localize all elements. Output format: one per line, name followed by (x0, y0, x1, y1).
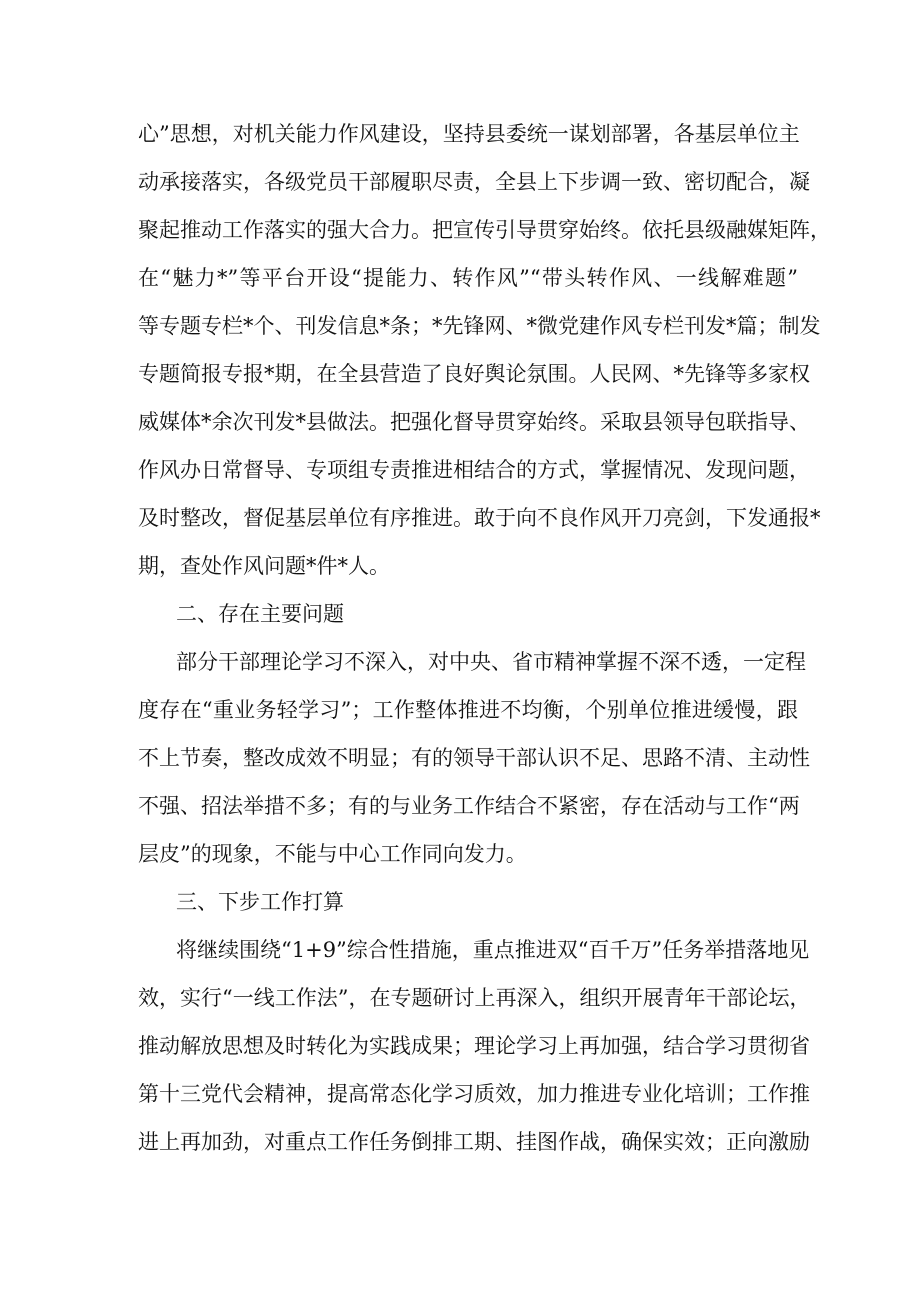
paragraph-line: 层皮”的现象，不能与中心工作同向发力。 (138, 842, 527, 866)
paragraph-line: 度存在“重业务轻学习”；工作整体推进不均衡，个别单位推进缓慢，跟 (138, 698, 798, 722)
paragraph-line: 效，实行“一线工作法”，在专题研讨上再深入，组织开展青年干部论坛， (138, 986, 811, 1010)
paragraph-line: 第十三党代会精神，提高常态化学习质效，加力推进专业化培训；工作推 (138, 1082, 810, 1106)
paragraph-line: 进上再加劲，对重点工作任务倒排工期、挂图作战，确保实效；正向激励 (138, 1130, 810, 1154)
paragraph-line: 聚起推动工作落实的强大合力。把宣传引导贯穿始终。依托县级融媒矩阵， (138, 218, 831, 242)
paragraph-line: 动承接落实，各级党员干部履职尽责，全县上下步调一致、密切配合，凝 (138, 170, 810, 194)
paragraph-line: 不上节奏，整改成效不明显；有的领导干部认识不足、思路不清、主动性 (138, 746, 810, 770)
paragraph-line: 作风办日常督导、专项组专责推进相结合的方式，掌握情况、发现问题， (138, 458, 810, 482)
paragraph-line: 威媒体*余次刊发*县做法。把强化督导贯穿始终。采取县领导包联指导、 (138, 410, 810, 434)
paragraph-line: 心”思想，对机关能力作风建设，坚持县委统一谋划部署，各基层单位主 (138, 122, 800, 146)
paragraph-line: 专题简报专报*期，在全县营造了良好舆论氛围。人民网、*先锋等多家权 (138, 362, 810, 386)
paragraph-line: 将继续围绕“1+9”综合性措施，重点推进双“百千万”任务举措落地见 (176, 938, 810, 962)
paragraph-line: 期，查处作风问题*件*人。 (138, 554, 390, 578)
paragraph-line: 在“魅力*”等平台开设“提能力、转作风”“带头转作风、一线解难题” (138, 266, 798, 290)
paragraph-line: 部分干部理论学习不深入，对中央、省市精神掌握不深不透，一定程 (176, 650, 806, 674)
section-heading-next-steps: 三、下步工作打算 (176, 890, 344, 914)
paragraph-line: 不强、招法举措不多；有的与业务工作结合不紧密，存在活动与工作“两 (138, 794, 800, 818)
paragraph-line: 推动解放思想及时转化为实践成果；理论学习上再加强，结合学习贯彻省 (138, 1034, 810, 1058)
section-heading-problems: 二、存在主要问题 (176, 602, 344, 626)
paragraph-line: 等专题专栏*个、刊发信息*条；*先锋网、*微党建作风专栏刊发*篇；制发 (138, 314, 821, 338)
paragraph-line: 及时整改，督促基层单位有序推进。敢于向不良作风开刀亮剑，下发通报* (138, 506, 821, 530)
